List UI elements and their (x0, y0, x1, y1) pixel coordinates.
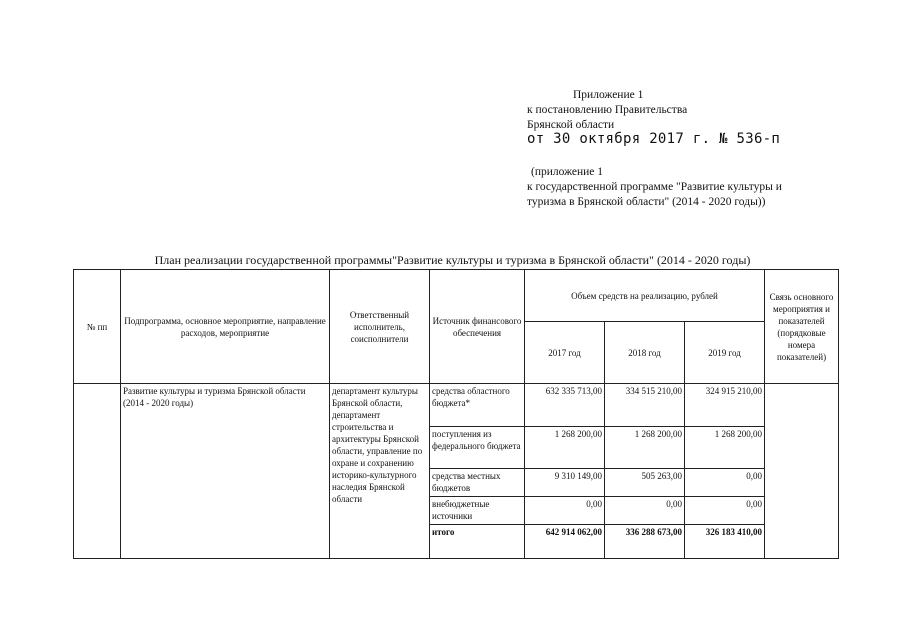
cell-source: средства местных бюджетов (430, 468, 525, 496)
cell-program-name: Развитие культуры и туризма Брянской области (2014 - 2020 годы) (121, 384, 330, 559)
col-header-year-2019: 2019 год (685, 322, 765, 384)
cell-value-2019: 0,00 (685, 468, 765, 496)
col-header-funds: Объем средств на реализацию, рублей (525, 270, 765, 322)
program-appendix-line2: к государственной программе "Развитие культуры и (527, 181, 782, 193)
col-header-executor: Ответственный исполнитель, соисполнители (330, 270, 430, 384)
cell-total-2017: 642 914 062,00 (525, 524, 605, 558)
cell-value-2017: 632 335 713,00 (525, 384, 605, 426)
program-appendix-note (527, 165, 782, 210)
cell-source: поступления из федерального бюджета (430, 426, 525, 468)
cell-total-2019: 326 183 410,00 (685, 524, 765, 558)
cell-value-2017: 0,00 (525, 496, 605, 524)
cell-row-number (74, 384, 121, 559)
col-header-number: № пп (74, 270, 121, 384)
table-header-row (74, 270, 839, 322)
implementation-plan-table (73, 269, 839, 559)
col-header-year-2018: 2018 год (605, 322, 685, 384)
cell-value-2019: 324 915 210,00 (685, 384, 765, 426)
cell-value-2018: 0,00 (605, 496, 685, 524)
col-header-year-2017: 2017 год (525, 322, 605, 384)
col-header-link: Связь основного мероприятия и показателей (порядковые номера показателей) (765, 270, 839, 384)
cell-total-2018: 336 288 673,00 (605, 524, 685, 558)
program-appendix-line3: туризма в Брянской области" (2014 - 2020 годы)) (527, 196, 766, 208)
cell-value-2019: 0,00 (685, 496, 765, 524)
plan-title: План реализации государственной программы"Развитие культуры и туризма в Брянской области" (2014 - 2020 годы) (154, 253, 751, 267)
col-header-source: Источник финансового обеспечения (430, 270, 525, 384)
cell-value-2018: 1 268 200,00 (605, 426, 685, 468)
cell-executor: департамент культуры Брянской области, департамент строительства и архитектуры Брянской области, управление по охране и сохранению историко-культурного наследия Брянской области (330, 384, 430, 559)
region-name: Брянской области (527, 119, 615, 131)
col-header-program: Подпрограмма, основное мероприятие, направление расходов, мероприятие (121, 270, 330, 384)
cell-value-2017: 1 268 200,00 (525, 426, 605, 468)
table-row (74, 384, 839, 426)
cell-source: средства областного бюджета* (430, 384, 525, 426)
cell-value-2019: 1 268 200,00 (685, 426, 765, 468)
cell-value-2017: 9 310 149,00 (525, 468, 605, 496)
cell-value-2018: 334 515 210,00 (605, 384, 685, 426)
appendix-number: Приложение 1 (573, 89, 644, 101)
approval-header (527, 88, 687, 133)
program-appendix-line1: (приложение 1 (531, 166, 604, 178)
resolution-date: от 30 октября 2017 г. № 536-п (527, 131, 781, 147)
cell-value-2018: 505 263,00 (605, 468, 685, 496)
cell-link (765, 384, 839, 559)
resolution-ref: к постановлению Правительства (527, 104, 688, 116)
cell-source-total: итого (430, 524, 525, 558)
cell-source: внебюджетные источники (430, 496, 525, 524)
